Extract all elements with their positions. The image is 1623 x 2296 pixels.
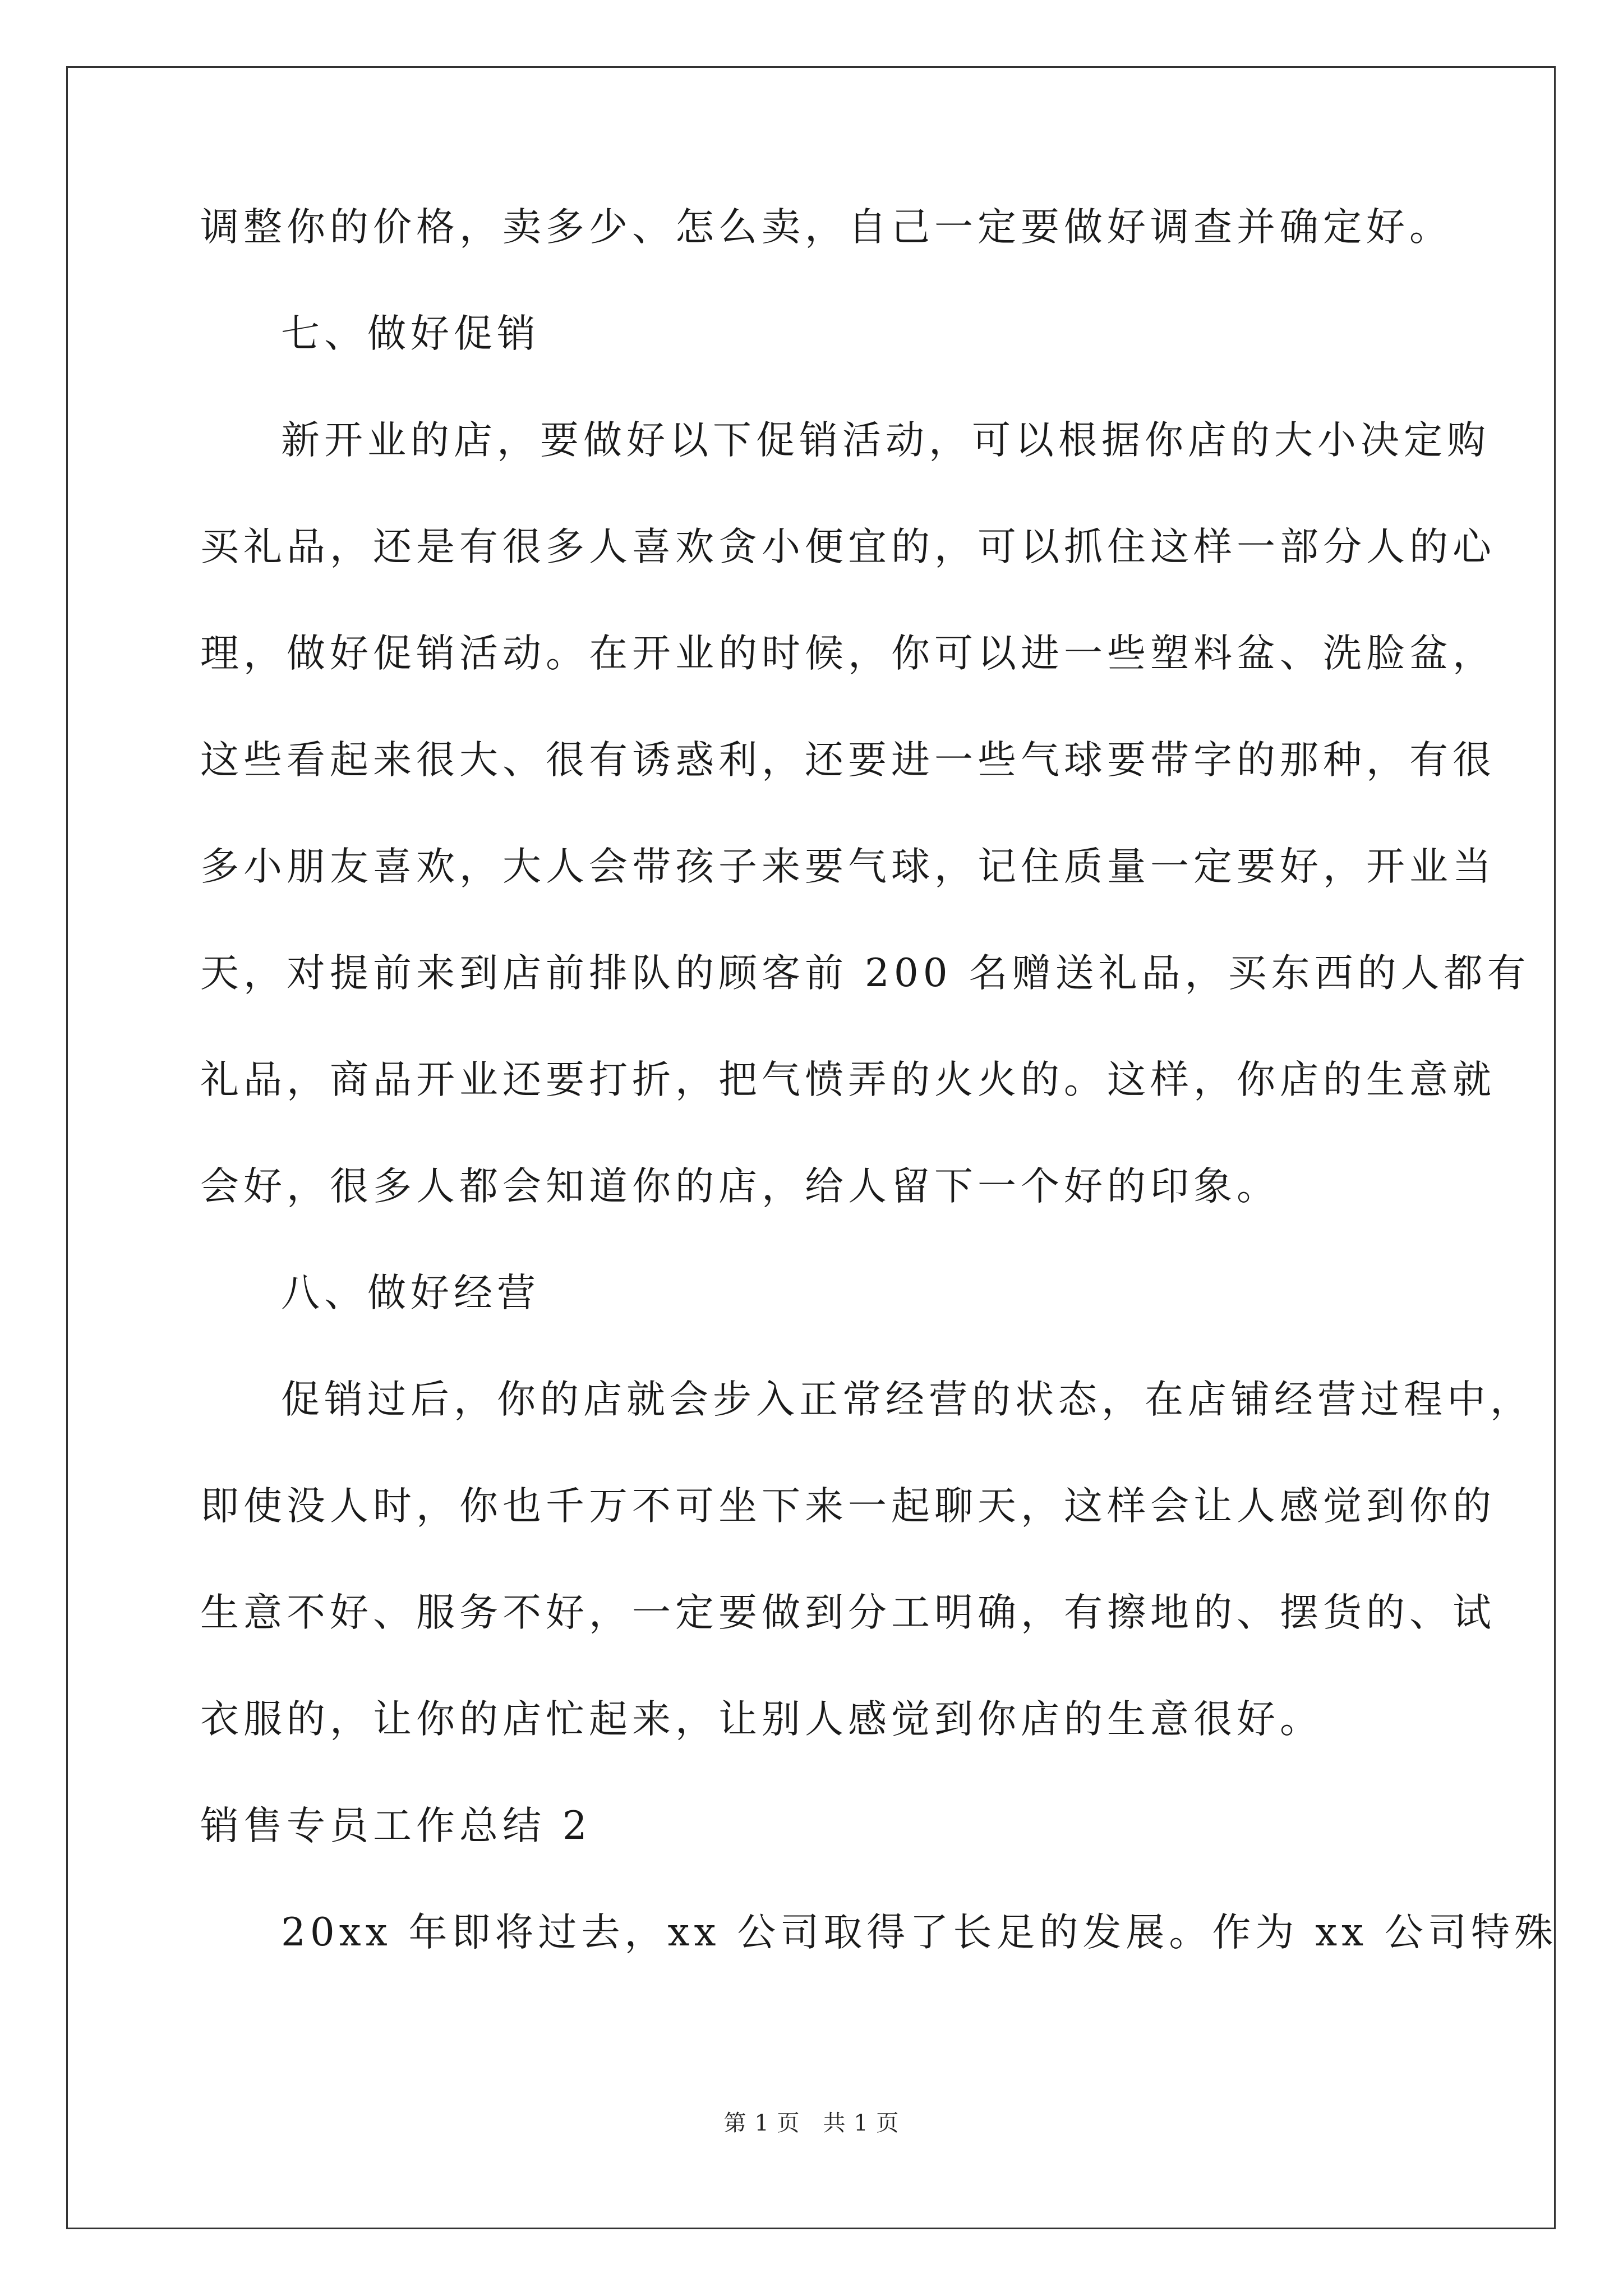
- paragraph-line: 天，对提前来到店前排队的顾客前 200 名赠送礼品，买东西的人都有: [200, 951, 1530, 996]
- paragraph-line: 礼品，商品开业还要打折，把气愤弄的火火的。这样，你店的生意就: [200, 1057, 1496, 1102]
- paragraph-line: 新开业的店，要做好以下促销活动，可以根据你店的大小决定购: [281, 418, 1490, 463]
- paragraph-line: 生意不好、服务不好，一定要做到分工明确，有擦地的、摆货的、试: [200, 1590, 1496, 1635]
- paragraph-line: 这些看起来很大、很有诱惑利，还要进一些气球要带字的那种，有很: [200, 738, 1496, 783]
- paragraph-line: 衣服的，让你的店忙起来，让别人感觉到你店的生意很好。: [200, 1697, 1323, 1742]
- paragraph-line: 即使没人时，你也千万不可坐下来一起聊天，这样会让人感觉到你的: [200, 1484, 1496, 1529]
- paragraph-line: 促销过后，你的店就会步入正常经营的状态，在店铺经营过程中，: [281, 1377, 1533, 1422]
- paragraph-line: 理，做好促销活动。在开业的时候，你可以进一些塑料盆、洗脸盆，: [200, 631, 1496, 676]
- section-heading: 七、做好促销: [281, 311, 540, 356]
- paragraph-line: 买礼品，还是有很多人喜欢贪小便宜的，可以抓住这样一部分人的心: [200, 524, 1496, 569]
- section-heading: 八、做好经营: [281, 1271, 540, 1315]
- paragraph-line: 多小朋友喜欢，大人会带孩子来要气球，记住质量一定要好，开业当: [200, 844, 1496, 889]
- paragraph-line: 20xx 年即将过去，xx 公司取得了长足的发展。作为 xx 公司特殊: [281, 1910, 1558, 1955]
- paragraph-line: 调整你的价格，卖多少、怎么卖，自己一定要做好调查并确定好。: [200, 205, 1453, 250]
- paragraph-line: 会好，很多人都会知道你的店，给人留下一个好的印象。: [200, 1164, 1280, 1209]
- page-footer: 第 1 页 共 1 页: [723, 2110, 900, 2136]
- document-subtitle: 销售专员工作总结 2: [200, 1803, 592, 1848]
